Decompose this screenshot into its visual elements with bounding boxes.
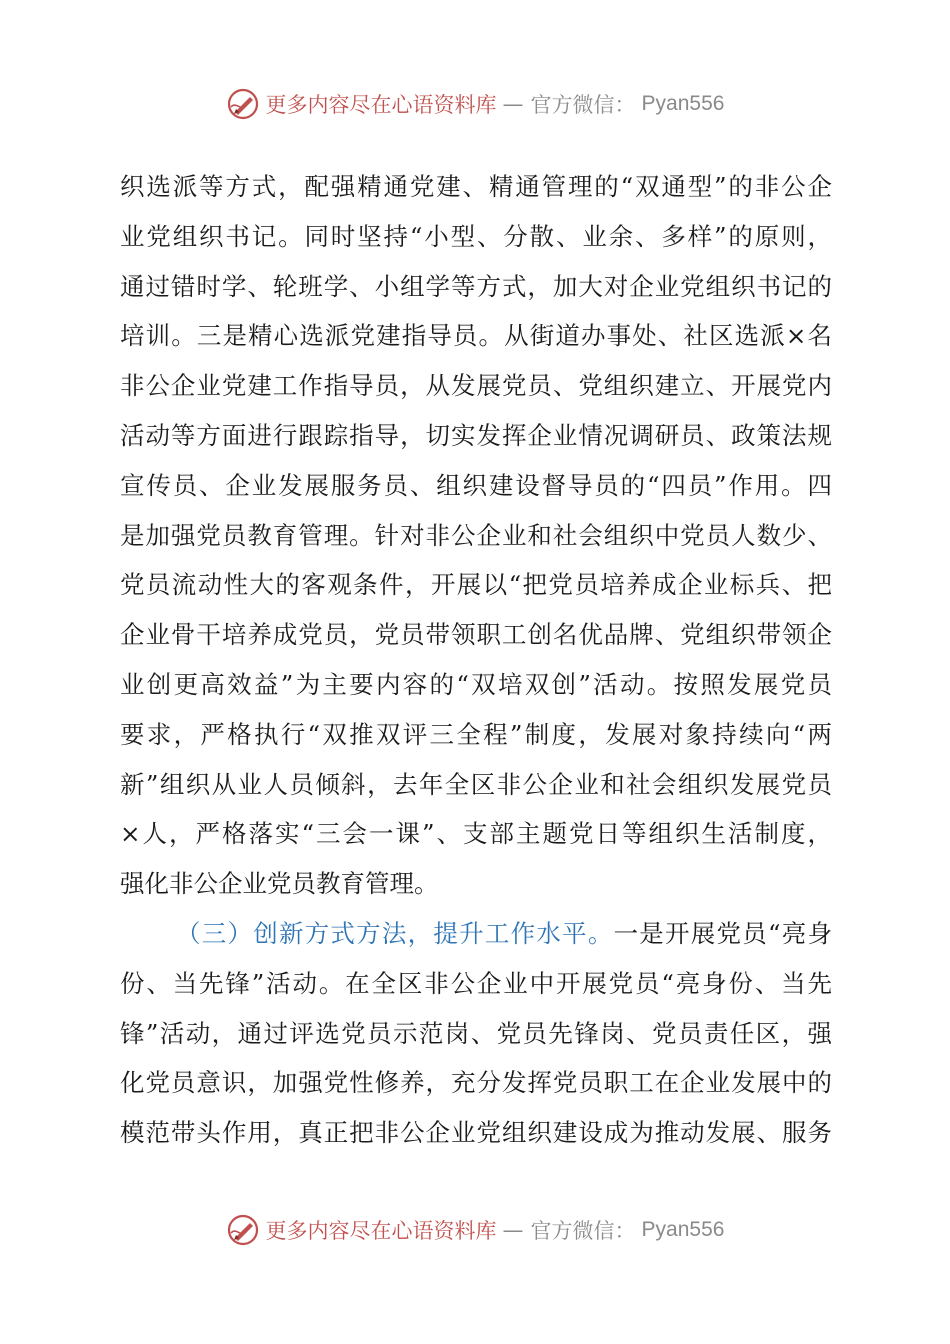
body-line: 企业骨干培养成党员，党员带领职工创名优品牌、党组织带领企	[120, 620, 832, 650]
watermark-contact-label: 官方微信：	[530, 94, 636, 117]
body-line: 通过错时学、轮班学、小组学等方式，加大对企业党组织书记的	[120, 271, 832, 301]
body-line: 培训。三是精心选派党建指导员。从街道办事处、社区选派×名	[120, 321, 832, 351]
body-line: 化党员意识，加强党性修养，充分发挥党员职工在企业发展中的	[120, 1068, 832, 1098]
body-line: 份、当先锋”活动。在全区非公企业中开展党员“亮身份、当先	[120, 968, 832, 998]
body-line: 模范带头作用，真正把非公企业党组织建设成为推动发展、服务	[120, 1118, 832, 1148]
section-first-line-text: 一是开展党员“亮身	[613, 918, 832, 948]
body-line: 强化非公企业党员教育管理。	[120, 869, 439, 899]
body-line: 宣传员、企业发展服务员、组织建设督导员的“四员”作用。四	[120, 470, 832, 500]
header-watermark	[0, 82, 950, 126]
body-line: 新”组织从业人员倾斜，去年全区非公企业和社会组织发展党员	[120, 769, 832, 799]
section-heading: （三）创新方式方法，提升工作水平。	[176, 918, 614, 948]
body-line: 织选派等方式，配强精通党建、精通管理的“双通型”的非公企	[120, 172, 832, 201]
footer-watermark	[0, 1208, 950, 1252]
body-line: 业创更高效益”为主要内容的“双培双创”活动。按照发展党员	[120, 669, 832, 699]
watermark-title: 更多内容尽在心语资料库	[265, 1219, 497, 1243]
body-line: 要求，严格执行“双推双评三全程”制度，发展对象持续向“两	[120, 719, 832, 749]
body-line: ×人，严格落实“三会一课”、支部主题党日等组织生活制度，	[120, 819, 832, 849]
pen-logo-icon	[226, 1213, 260, 1247]
body-line: 锋”活动，通过评选党员示范岗、党员先锋岗、党员责任区，强	[120, 1018, 832, 1048]
pen-logo-icon	[226, 87, 260, 121]
body-line: 活动等方面进行跟踪指导，切实发挥企业情况调研员、政策法规	[120, 420, 832, 450]
body-line: 党员流动性大的客观条件，开展以“把党员培养成企业标兵、把	[120, 570, 832, 600]
body-line: 业党组织书记。同时坚持“小型、分散、业余、多样”的原则，	[120, 221, 832, 251]
body-line: 非公企业党建工作指导员，从发展党员、党组织建立、开展党内	[120, 371, 832, 401]
watermark-wechat-id: Pyan556	[641, 1218, 725, 1241]
body-line: 是加强党员教育管理。针对非公企业和社会组织中党员人数少、	[120, 520, 832, 550]
watermark-contact-label: 官方微信：	[530, 1220, 636, 1243]
document-body	[120, 162, 832, 1158]
watermark-separator: —	[502, 92, 525, 116]
watermark-separator: —	[502, 1218, 525, 1242]
watermark-title: 更多内容尽在心语资料库	[265, 93, 497, 117]
watermark-wechat-id: Pyan556	[641, 92, 725, 115]
section-first-line	[120, 909, 832, 959]
